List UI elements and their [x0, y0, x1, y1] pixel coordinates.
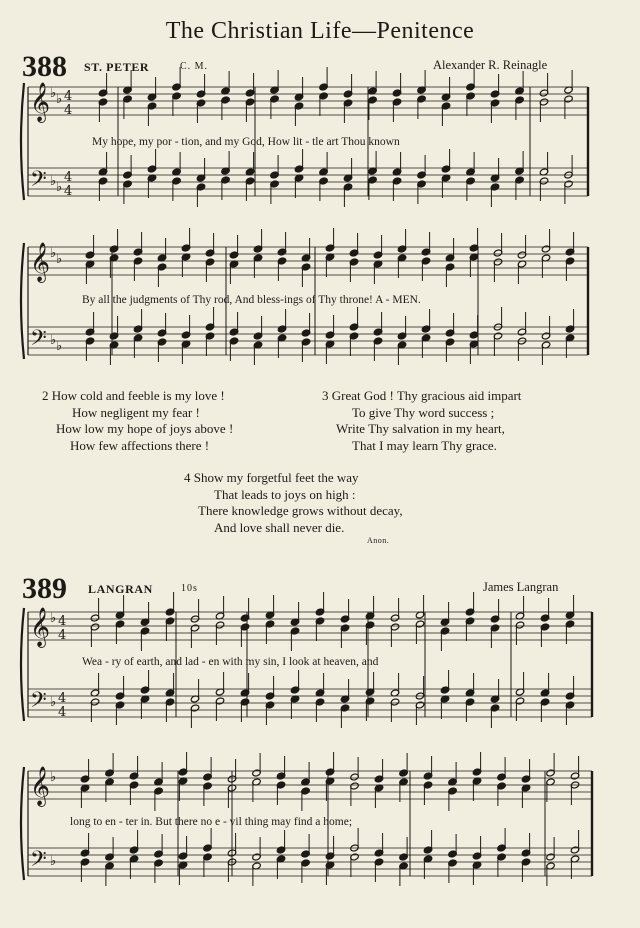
s388b-flat: ♭: [56, 252, 63, 267]
s388a-bass-clef: 𝄢: [30, 167, 47, 197]
meter-388: C. M.: [180, 61, 209, 72]
verse-4-line-3: There knowledge grows without decay,: [198, 503, 403, 518]
lyrics-388-line2: By all the judgments of Thy rod, And bless-ings of Thy throne! A - MEN.: [82, 294, 421, 306]
s388a-brace: [21, 83, 24, 200]
s388a-treble-clef: 𝄞: [30, 82, 51, 122]
s389a-flat: ♭: [50, 695, 57, 710]
s388a-time-bottom: 4: [64, 103, 73, 118]
verse-4-line-2: That leads to joys on high :: [214, 486, 356, 502]
verse-3-line-3: Write Thy salvation in my heart,: [336, 421, 505, 436]
s389a-bass-clef: 𝄢: [30, 688, 47, 718]
verse-2-line-4: How few affections there !: [70, 437, 210, 453]
s389a-time-bottom: 4: [58, 628, 67, 643]
verse-4: [184, 470, 403, 536]
s388b-brace: [21, 243, 24, 359]
s388a-time-top: 4: [64, 170, 73, 185]
verse-4-line-4: And love shall never die.: [214, 519, 345, 535]
s389a-time-top: 4: [58, 691, 67, 706]
s389b-bass-clef: 𝄢: [30, 847, 47, 877]
verse-4-line-1: 4 Show my forgetful feet the way: [184, 470, 359, 485]
hymn-number-388: 388: [22, 50, 67, 83]
verse-3-line-1: 3 Great God ! Thy gracious aid impart: [322, 388, 522, 403]
s388a-time-bottom: 4: [64, 184, 73, 199]
lyrics-389-line1: Wea - ry of earth, and lad - en with my sin, I look at heaven, and: [82, 656, 379, 668]
composer-389: James Langran: [483, 580, 559, 594]
s388a-time-top: 4: [64, 89, 73, 104]
s388b-bass-clef: 𝄢: [30, 326, 47, 356]
s388a-flat: ♭: [56, 92, 63, 107]
composer-388: Alexander R. Reinagle: [433, 58, 548, 72]
s389b-flat: ♭: [50, 854, 57, 869]
verse-2-line-1: 2 How cold and feeble is my love !: [42, 388, 225, 403]
s388b-flat: ♭: [56, 339, 63, 354]
s388b-flat: ♭: [50, 246, 57, 261]
s389b-flat: ♭: [50, 770, 57, 785]
s389a-treble-clef: 𝄞: [30, 607, 51, 647]
s388a-flat: ♭: [50, 86, 57, 101]
tune-name-388: ST. PETER: [84, 60, 150, 74]
s388b-treble-clef: 𝄞: [30, 242, 51, 282]
s389a-brace: [21, 608, 24, 721]
verse-2-line-2: How negligent my fear !: [72, 404, 200, 420]
verse-3-line-4: That I may learn Thy grace.: [352, 437, 497, 453]
s388b-flat: ♭: [50, 333, 57, 348]
s389a-flat: ♭: [50, 611, 57, 626]
s388a-flat: ♭: [56, 180, 63, 195]
verse-3-line-2: To give Thy word success ;: [352, 404, 495, 420]
s389b-brace: [21, 767, 24, 880]
verse-2: [42, 388, 233, 454]
s389a-time-bottom: 4: [58, 705, 67, 720]
tune-name-389: LANGRAN: [88, 582, 153, 596]
meter-389: 10s: [181, 583, 198, 594]
author-credit: Anon.: [367, 536, 390, 545]
lyrics-389-line2: long to en - ter in. But there no e - vil thing may find a home;: [70, 816, 353, 828]
hymn-number-389: 389: [22, 572, 67, 605]
verse-2-line-3: How low my hope of joys above !: [56, 421, 234, 436]
s388a-flat: ♭: [50, 174, 57, 189]
page-title: The Christian Life—Penitence: [165, 18, 475, 44]
s389a-time-top: 4: [58, 614, 67, 629]
lyrics-388-line1: My hope, my por - tion, and my God, How lit - tle art Thou known: [92, 136, 400, 148]
verse-3: [322, 388, 521, 454]
s389b-treble-clef: 𝄞: [30, 766, 51, 806]
